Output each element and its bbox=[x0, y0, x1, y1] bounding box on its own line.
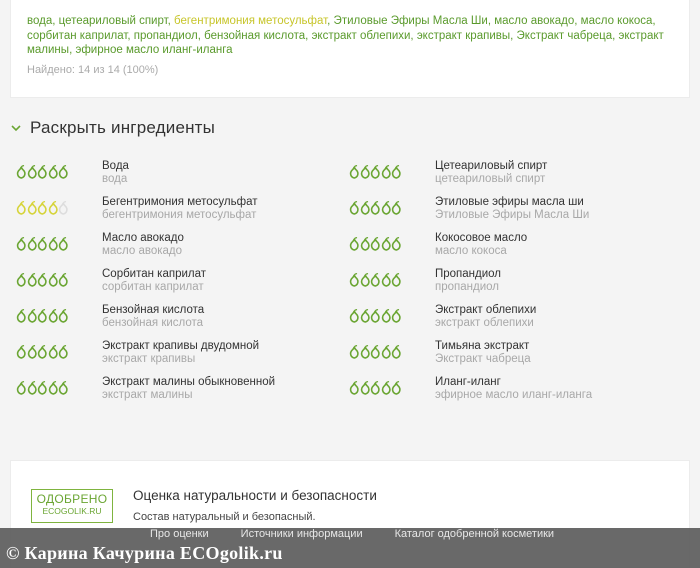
ingredient-row[interactable] bbox=[349, 375, 669, 411]
ingredient-link[interactable]: пропандиол bbox=[133, 29, 198, 42]
leaf-icon bbox=[48, 309, 59, 323]
ingredient-names bbox=[435, 267, 501, 293]
ingredient-names bbox=[435, 231, 527, 257]
ingredient-name: Экстракт крапивы двудомной bbox=[102, 340, 260, 352]
ingredient-row[interactable] bbox=[16, 159, 336, 195]
separator: , bbox=[52, 15, 59, 27]
leaf-icon bbox=[391, 345, 402, 359]
separator: , bbox=[510, 29, 517, 42]
leaf-icon bbox=[349, 201, 360, 215]
leaf-icon bbox=[370, 165, 381, 179]
leaf-icon bbox=[349, 273, 360, 287]
leaf-icon bbox=[381, 237, 392, 251]
ingredient-names bbox=[102, 303, 204, 329]
ingredient-inci: экстракт облепихи bbox=[435, 316, 534, 329]
ingredient-row[interactable] bbox=[16, 267, 336, 303]
separator: , bbox=[167, 15, 175, 27]
link-info-sources[interactable]: Источники информации bbox=[240, 528, 363, 540]
leaf-icon bbox=[16, 309, 27, 323]
rating-leaves bbox=[349, 375, 435, 395]
leaf-icon bbox=[48, 237, 59, 251]
ingredient-name: Вода bbox=[102, 160, 129, 172]
leaf-icon bbox=[360, 381, 371, 395]
leaf-icon bbox=[349, 237, 360, 251]
ingredient-names bbox=[435, 195, 589, 221]
evaluation-title: Оценка натуральности и безопасности bbox=[133, 488, 377, 503]
leaf-icon bbox=[349, 309, 360, 323]
leaf-icon bbox=[58, 201, 69, 215]
ingredients-column-right bbox=[349, 159, 669, 411]
separator: , bbox=[127, 29, 134, 42]
ingredient-name: Этиловые эфиры масла ши bbox=[435, 196, 584, 208]
separator: , bbox=[327, 15, 334, 27]
leaf-icon bbox=[381, 381, 392, 395]
leaf-icon bbox=[37, 309, 48, 323]
ingredient-names bbox=[102, 231, 184, 257]
leaf-icon bbox=[37, 345, 48, 359]
rating-leaves bbox=[16, 303, 102, 323]
separator: , bbox=[197, 29, 205, 42]
leaf-icon bbox=[37, 165, 48, 179]
ingredient-row[interactable] bbox=[16, 231, 336, 267]
leaf-icon bbox=[27, 237, 38, 251]
leaf-icon bbox=[360, 309, 371, 323]
leaf-icon bbox=[58, 381, 69, 395]
leaf-icon bbox=[360, 345, 371, 359]
leaf-icon bbox=[58, 345, 69, 359]
leaf-icon bbox=[37, 201, 48, 215]
leaf-icon bbox=[370, 309, 381, 323]
leaf-icon bbox=[37, 273, 48, 287]
link-approved-catalog[interactable]: Каталог одобренной косметики bbox=[394, 528, 555, 540]
leaf-icon bbox=[27, 381, 38, 395]
ingredient-row[interactable] bbox=[349, 303, 669, 339]
ingredient-link[interactable]: экстракт малины bbox=[27, 29, 664, 57]
ingredient-inci: вода bbox=[102, 172, 128, 185]
ingredient-name: Кокосовое масло bbox=[435, 232, 528, 244]
ingredient-inci: бензойная кислота bbox=[102, 316, 204, 329]
approved-badge bbox=[31, 489, 113, 523]
rating-leaves bbox=[16, 267, 102, 287]
leaf-icon bbox=[58, 309, 69, 323]
leaf-icon bbox=[27, 309, 38, 323]
leaf-icon bbox=[391, 201, 402, 215]
leaf-icon bbox=[370, 345, 381, 359]
leaf-icon bbox=[27, 165, 38, 179]
rating-leaves bbox=[16, 339, 102, 359]
ingredient-link[interactable]: Этиловые Эфиры Масла Ши bbox=[333, 15, 488, 27]
leaf-icon bbox=[381, 309, 392, 323]
leaf-icon bbox=[360, 273, 371, 287]
rating-leaves bbox=[16, 231, 102, 251]
ingredient-row[interactable] bbox=[349, 339, 669, 375]
leaf-icon bbox=[381, 165, 392, 179]
leaf-icon bbox=[48, 273, 59, 287]
found-count: Найдено: 14 из 14 (100%) bbox=[27, 64, 159, 77]
ingredient-inci: экстракт малины bbox=[102, 388, 193, 401]
leaf-icon bbox=[37, 381, 48, 395]
ingredient-name: Иланг-иланг bbox=[435, 376, 501, 388]
leaf-icon bbox=[360, 201, 371, 215]
ingredients-summary-card bbox=[10, 0, 690, 98]
leaf-icon bbox=[27, 201, 38, 215]
ingredient-row[interactable] bbox=[349, 267, 669, 303]
rating-leaves bbox=[349, 303, 435, 323]
leaf-icon bbox=[381, 345, 392, 359]
ingredient-inci: эфирное масло иланг-иланга bbox=[435, 388, 593, 401]
leaf-icon bbox=[349, 165, 360, 179]
leaf-icon bbox=[27, 345, 38, 359]
ingredient-name: Сорбитан каприлат bbox=[102, 268, 207, 280]
link-about-ratings[interactable]: Про оценки bbox=[150, 528, 209, 540]
badge-line-2: ECOGOLIK.RU bbox=[42, 506, 102, 516]
ingredient-row[interactable] bbox=[349, 231, 669, 267]
ingredient-names bbox=[435, 303, 536, 329]
separator: , bbox=[487, 15, 495, 27]
ingredient-inci: пропандиол bbox=[435, 280, 499, 293]
ingredient-name: Бензойная кислота bbox=[102, 304, 205, 316]
leaf-icon bbox=[48, 345, 59, 359]
separator: , bbox=[652, 15, 656, 27]
rating-leaves bbox=[349, 339, 435, 359]
leaf-icon bbox=[381, 201, 392, 215]
ingredient-link[interactable]: масло авокадо bbox=[494, 15, 575, 27]
rating-leaves bbox=[349, 267, 435, 287]
ingredient-link[interactable]: бегентримония метосульфат bbox=[174, 15, 328, 27]
leaf-icon bbox=[391, 273, 402, 287]
leaf-icon bbox=[58, 273, 69, 287]
ingredient-link[interactable]: экстракт крапивы bbox=[416, 29, 511, 42]
leaf-icon bbox=[391, 309, 402, 323]
ingredient-names bbox=[435, 375, 592, 401]
rating-leaves bbox=[16, 375, 102, 395]
ingredient-names bbox=[102, 195, 258, 221]
ingredient-link[interactable]: масло кокоса bbox=[580, 15, 653, 27]
ingredient-names bbox=[102, 339, 259, 365]
ingredient-names bbox=[102, 375, 275, 401]
leaf-icon bbox=[16, 165, 27, 179]
ingredient-inci: сорбитан каприлат bbox=[102, 280, 204, 293]
ingredient-name: Масло авокадо bbox=[102, 232, 184, 244]
ingredient-names bbox=[435, 159, 547, 185]
ingredient-name: Экстракт облепихи bbox=[435, 304, 537, 316]
leaf-icon bbox=[16, 201, 27, 215]
leaf-icon bbox=[58, 237, 69, 251]
ingredient-names bbox=[102, 267, 206, 293]
leaf-icon bbox=[48, 165, 59, 179]
ingredient-inci: Экстракт чабреца bbox=[435, 352, 531, 365]
separator: , bbox=[574, 15, 581, 27]
expand-ingredients-toggle[interactable] bbox=[10, 118, 215, 138]
evaluation-subtitle: Состав натуральный и безопасный. bbox=[133, 511, 316, 523]
leaf-icon bbox=[27, 273, 38, 287]
ingredient-name: Пропандиол bbox=[435, 268, 502, 280]
leaf-icon bbox=[370, 201, 381, 215]
ingredient-link[interactable]: эфирное масло иланг-иланга bbox=[75, 44, 233, 57]
expand-ingredients-label: Раскрыть ингредиенты bbox=[30, 118, 216, 137]
ingredient-row[interactable] bbox=[16, 303, 336, 339]
separator: , bbox=[305, 29, 312, 42]
ingredient-inci: экстракт крапивы bbox=[102, 352, 196, 365]
leaf-icon bbox=[370, 381, 381, 395]
ingredient-inci: масло кокоса bbox=[435, 244, 507, 257]
leaf-icon bbox=[48, 381, 59, 395]
watermark-bar bbox=[0, 528, 700, 568]
separator: , bbox=[612, 29, 619, 42]
ingredient-name: Цетеариловый спирт bbox=[435, 160, 548, 172]
ingredient-name: Бегентримония метосульфат bbox=[102, 196, 258, 208]
ingredient-inci: цетеариловый спирт bbox=[435, 172, 546, 185]
ingredient-inci: Этиловые Эфиры Масла Ши bbox=[435, 208, 590, 221]
ingredient-inci: бегентримония метосульфат bbox=[102, 208, 257, 221]
leaf-icon bbox=[349, 345, 360, 359]
leaf-icon bbox=[391, 165, 402, 179]
ingredients-column-left bbox=[16, 159, 336, 411]
leaf-icon bbox=[16, 345, 27, 359]
rating-leaves bbox=[349, 195, 435, 215]
ingredient-link[interactable]: Экстракт чабреца bbox=[516, 29, 613, 42]
leaf-icon bbox=[37, 237, 48, 251]
leaf-icon bbox=[391, 381, 402, 395]
rating-leaves bbox=[349, 231, 435, 251]
rating-leaves bbox=[16, 159, 102, 179]
leaf-icon bbox=[370, 237, 381, 251]
leaf-icon bbox=[16, 273, 27, 287]
leaf-icon bbox=[370, 273, 381, 287]
ingredient-row[interactable] bbox=[16, 195, 336, 231]
ingredient-row[interactable] bbox=[16, 339, 336, 375]
rating-leaves bbox=[349, 159, 435, 179]
leaf-icon bbox=[16, 237, 27, 251]
ingredient-link[interactable]: сорбитан каприлат bbox=[27, 29, 128, 42]
ingredient-row[interactable] bbox=[349, 195, 669, 231]
leaf-icon bbox=[360, 237, 371, 251]
ingredient-row[interactable] bbox=[16, 375, 336, 411]
leaf-icon bbox=[16, 381, 27, 395]
leaf-icon bbox=[360, 165, 371, 179]
separator: , bbox=[410, 29, 417, 42]
leaf-icon bbox=[48, 201, 59, 215]
ingredient-name: Тимьяна экстракт bbox=[435, 340, 530, 352]
rating-leaves bbox=[16, 195, 102, 215]
ingredient-names bbox=[435, 339, 531, 365]
ingredient-names bbox=[102, 159, 129, 185]
leaf-icon bbox=[58, 165, 69, 179]
ingredient-inci: масло авокадо bbox=[102, 244, 183, 257]
ingredient-row[interactable] bbox=[349, 159, 669, 195]
leaf-icon bbox=[349, 381, 360, 395]
watermark-text: © Карина Качурина ECOgolik.ru bbox=[6, 543, 283, 563]
badge-line-1: ОДОБРЕНО bbox=[36, 492, 108, 506]
ingredient-link[interactable]: бензойная кислота bbox=[204, 29, 306, 42]
chevron-down-icon bbox=[10, 122, 22, 134]
leaf-icon bbox=[391, 237, 402, 251]
ingredients-list-text bbox=[27, 14, 673, 58]
ingredient-name: Экстракт малины обыкновенной bbox=[102, 376, 276, 388]
ingredient-link[interactable]: цетеариловый спирт bbox=[58, 15, 168, 27]
ingredient-link[interactable]: вода bbox=[27, 15, 53, 27]
separator: , bbox=[69, 44, 76, 57]
leaf-icon bbox=[381, 273, 392, 287]
footer-links bbox=[150, 528, 586, 540]
ingredient-link[interactable]: экстракт облепихи bbox=[311, 29, 411, 42]
